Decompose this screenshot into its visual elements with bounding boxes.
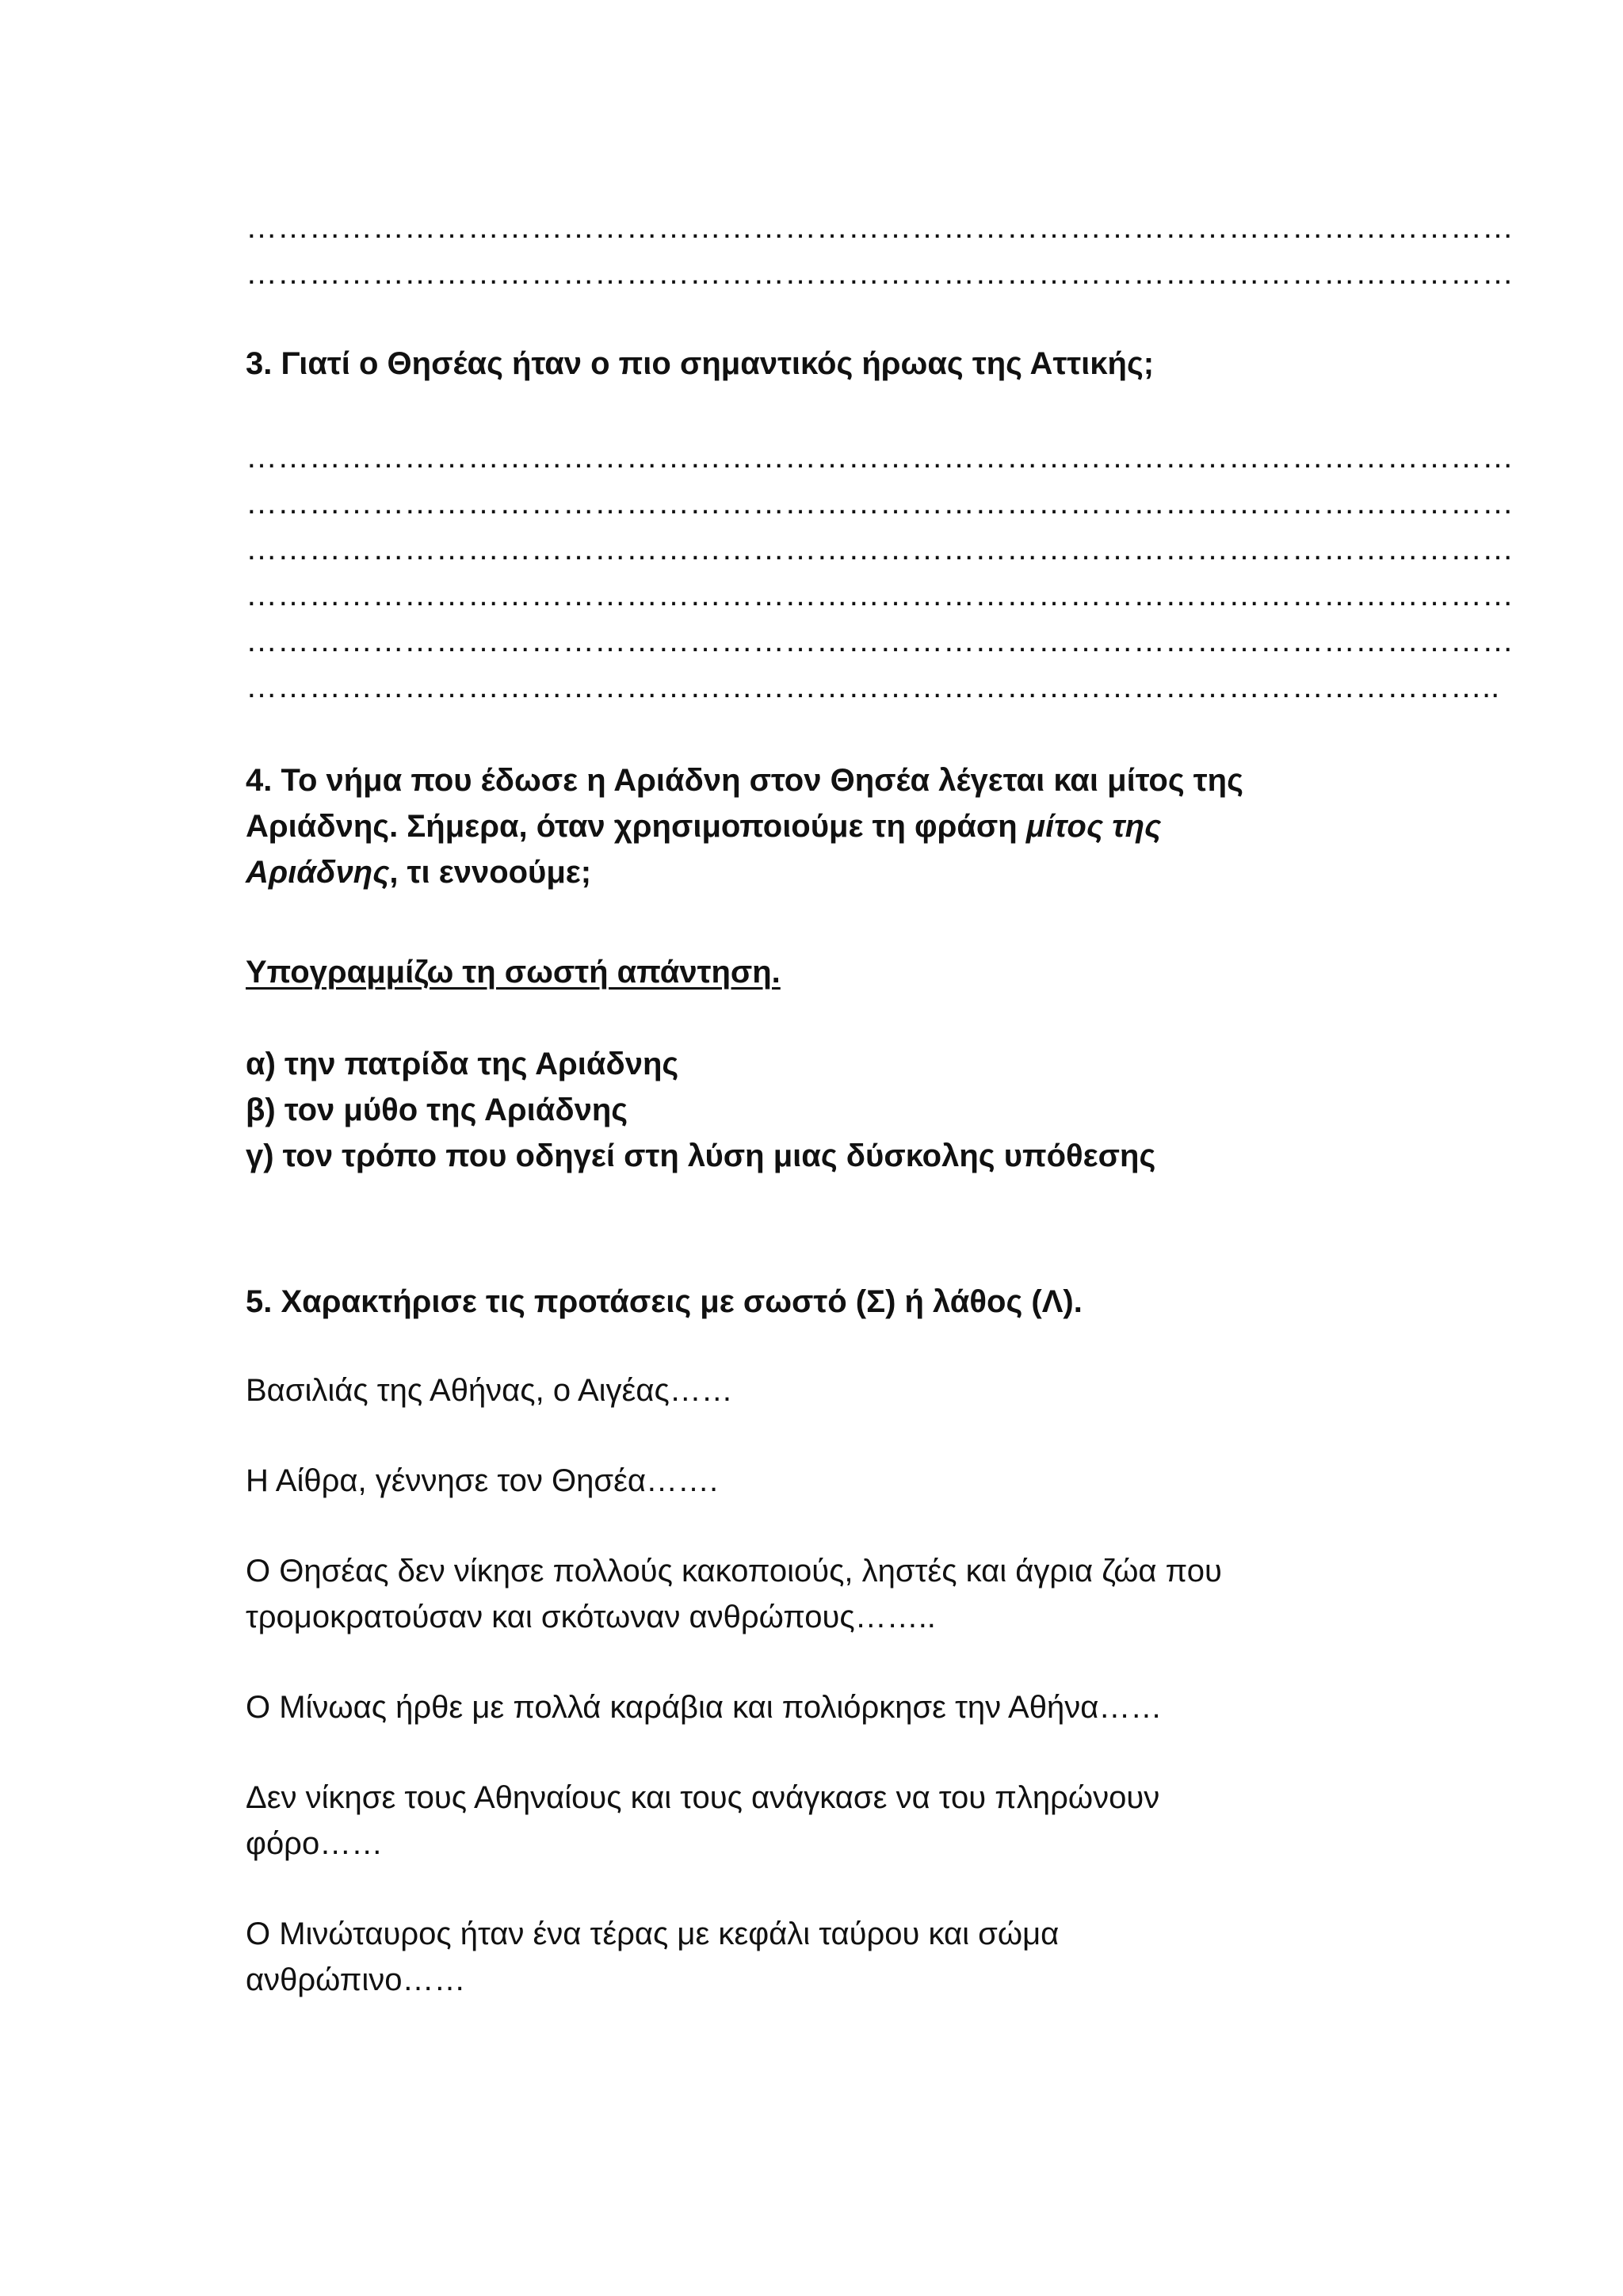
answer-line: ………………………………………………………………………………………………………… xyxy=(246,256,1514,291)
question-4-text: , τι εννοούμε; xyxy=(389,855,592,890)
answer-line: ………………………………………………………………………………………………………… xyxy=(246,578,1514,612)
question-4-line-3 xyxy=(246,849,591,895)
answer-line: ………………………………………………………………………………………………………… xyxy=(246,486,1514,521)
statement-1: Βασιλιάς της Αθήνας, ο Αιγέας…… xyxy=(246,1373,733,1408)
answer-line: ……………………………………………………………………………………………………….. xyxy=(246,669,1500,704)
option-c: γ) τον τρόπο που οδηγεί στη λύση μιας δύσκολης υπόθεσης xyxy=(246,1138,1156,1173)
statement-5-line-1: Δεν νίκησε τους Αθηναίους και τους ανάγκασε να του πληρώνουν xyxy=(246,1780,1160,1815)
answer-line: ………………………………………………………………………………………………………… xyxy=(246,440,1514,475)
question-3: 3. Γιατί ο Θησέας ήταν ο πιο σημαντικός ήρωας της Αττικής; xyxy=(246,346,1155,381)
instruction-underline: Υπογραμμίζω τη σωστή απάντηση. xyxy=(246,955,781,990)
statement-2: Η Αίθρα, γέννησε τον Θησέα……. xyxy=(246,1463,719,1498)
question-4-text: Αριάδνης. Σήμερα, όταν χρησιμοποιούμε τη φράση xyxy=(246,809,1026,844)
question-4-line-1: 4. Το νήμα που έδωσε η Αριάδνη στον Θησέα λέγεται και μίτος της xyxy=(246,763,1243,798)
statement-6-line-1: Ο Μινώταυρος ήταν ένα τέρας με κεφάλι ταύρου και σώμα xyxy=(246,1917,1060,1951)
answer-line: ………………………………………………………………………………………………………… xyxy=(246,624,1514,658)
option-a: α) την πατρίδα της Αριάδνης xyxy=(246,1047,679,1081)
answer-line: ………………………………………………………………………………………………………… xyxy=(246,210,1514,245)
statement-5-line-2: φόρο…… xyxy=(246,1826,384,1861)
question-5: 5. Χαρακτήρισε τις προτάσεις με σωστό (Σ) ή λάθος (Λ). xyxy=(246,1284,1083,1319)
statement-6-line-2: ανθρώπινο…… xyxy=(246,1962,466,1997)
question-4-italic-phrase: Αριάδνης xyxy=(246,855,390,890)
statement-4: Ο Μίνωας ήρθε με πολλά καράβια και πολιόρκησε την Αθήνα…… xyxy=(246,1690,1163,1725)
statement-3-line-1: Ο Θησέας δεν νίκησε πολλούς κακοποιούς, ληστές και άγρια ζώα που xyxy=(246,1554,1222,1589)
question-4-line-2 xyxy=(246,803,1161,849)
answer-line: ………………………………………………………………………………………………………… xyxy=(246,532,1514,566)
statement-3-line-2: τρομοκρατούσαν και σκότωναν ανθρώπους…….. xyxy=(246,1600,936,1634)
option-b: β) τον μύθο της Αριάδνης xyxy=(246,1093,628,1127)
question-4-italic-phrase: μίτος της xyxy=(1025,809,1162,844)
